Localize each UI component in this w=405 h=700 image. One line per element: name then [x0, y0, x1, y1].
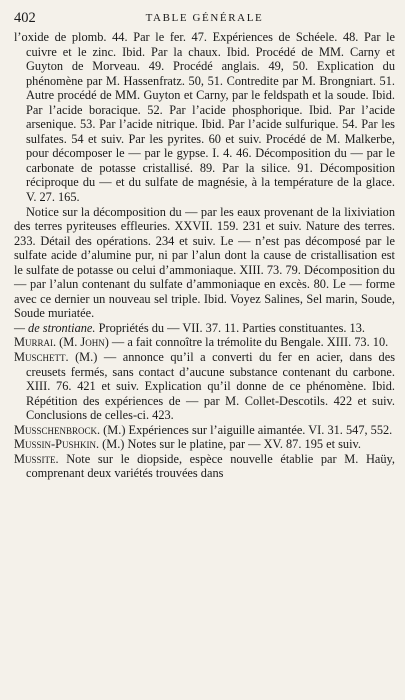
entry-term: Mussite. — [14, 451, 59, 466]
index-entry-murrai — [14, 335, 395, 350]
index-entry-mussite — [14, 452, 395, 481]
index-body — [14, 30, 395, 481]
running-title: TABLE GÉNÉRALE — [145, 12, 264, 24]
entry-term: Muschett. (M.) — [14, 350, 98, 365]
index-entry-mussin-pushkin — [14, 437, 395, 452]
index-entry-strontiane — [14, 321, 395, 336]
entry-term: — de strontiane. — [14, 320, 96, 335]
page-number: 402 — [14, 10, 36, 26]
index-entry-continuation — [14, 30, 395, 205]
entry-text: Propriétés du — VII. 37. 11. Parties constituantes. 13. — [98, 320, 365, 335]
index-entry-notice — [14, 205, 395, 321]
entry-text: — annonce qu’il a converti du fer en acier, dans des creusets fermés, sans contact d’aucune substance contenant du carbone. XIII. 76. 421 et suiv. Explication qu’il donne de ce phénomène. Ibid. Répétition des expériences de — par M. Collet-Descotils. 422 et suiv. Conclusions de celles-ci. 423. — [26, 350, 395, 423]
entry-text: l’oxide de plomb. 44. Par le fer. 47. Expériences de Schéele. 48. Par le cuivre et le zinc. Ibid. Par la chaux. Ibid. Procédé de MM. Carny et Guyton de Morveau. 49. Procédé anglais. 49, 50. Explication du phénomène par M. Hassenfratz. 50, 51. Contredite par M. Brongniart. 51. Autre procédé de MM. Guyton et Carny, par le feldspath et la soude. Ibid. Par l’acide boracique. 52. Par l’acide phosphorique. Ibid. Par l’acide arsenique. 53. Par l’acide nitrique. Ibid. Par l’acide sulfurique. 54. Par les sulfates. 54 et suiv. Par les pyrites. 60 et suiv. Procédé de M. Malkerbe, pour décomposer le — par le gypse. I. 4. 46. Décomposition du — par le carbonate de potasse cristallisé. 89. Par la silice. 91. Décomposition réciproque du — et du sulfate de magnésie, à la température de la glace. V. 27. 165. — [14, 30, 395, 205]
index-entry-musschenbrock — [14, 423, 395, 438]
index-entry-muschett — [14, 350, 395, 423]
page-header — [14, 10, 395, 30]
entry-term: Mussin-Pushkin. (M.) — [14, 437, 125, 452]
entry-term: Murrai. (M. John) — [14, 335, 109, 350]
entry-text: Notes sur le platine, par — XV. 87. 195 et suiv. — [127, 437, 361, 452]
entry-text: Note sur le diopside, espèce nouvelle établie par M. Haüy, comprenant deux variétés trouvées dans — [26, 451, 395, 481]
entry-text: — a fait connoître la trémolite du Bengale. XIII. 73. 10. — [111, 335, 389, 350]
entry-text: Expériences sur l’aiguille aimantée. VI. 31. 547, 552. — [128, 422, 393, 437]
entry-text: Notice sur la décomposition du — par les eaux provenant de la lixiviation des terres pyriteuses effleuries. XXVII. 159. 231 et suiv. Nature des terres. 233. Détail des opérations. 234 et suiv. Le — n’est pas décomposé par le sulfate acide d’alumine pur, ni par l’alun dont la cause de cristallisation est le sulfate de potasse ou celui d’ammoniaque. XIII. 73. 79. Décomposition du — par l’alun contenant du sulfate d’ammoniaque en excès. 80. Le — forme avec ce dernier un nouveau sel triple. Ibid. Voyez Salines, Sel marin, Soude, Soude muriatée. — [14, 204, 395, 321]
entry-term: Musschenbrock. (M.) — [14, 422, 126, 437]
